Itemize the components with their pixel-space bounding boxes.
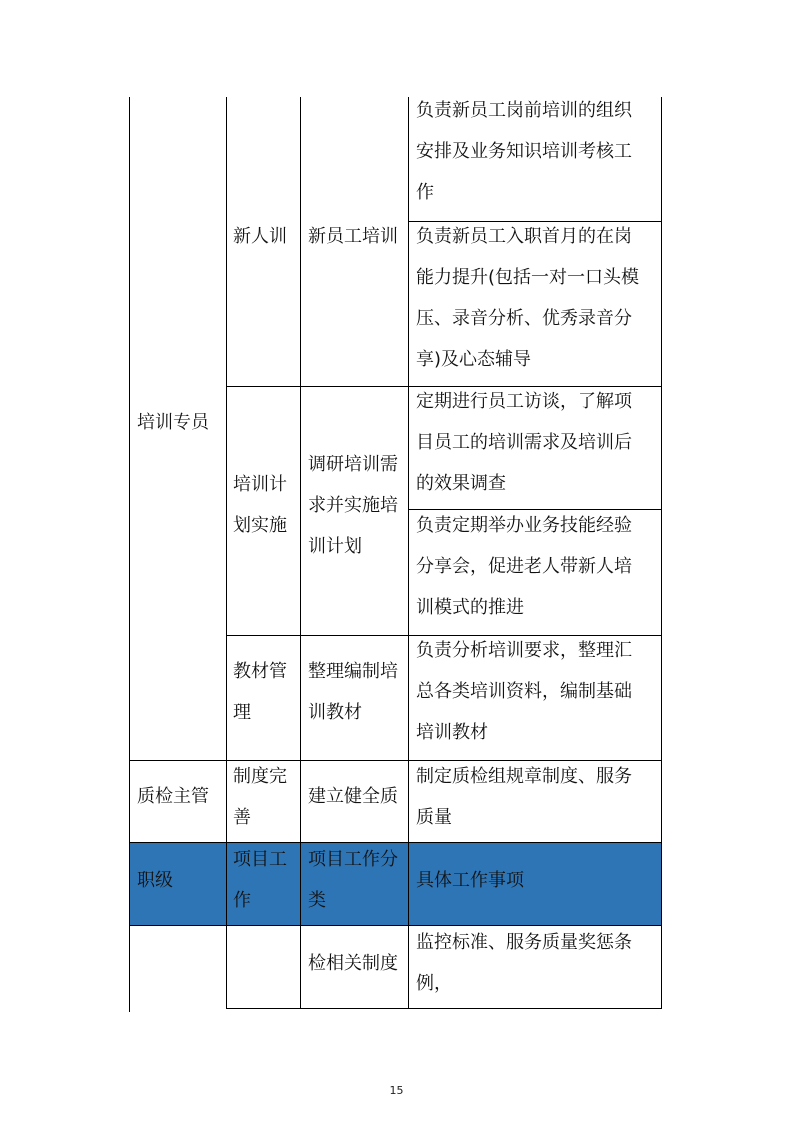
- header-role-text: 职级: [137, 870, 173, 891]
- task-new-hire-2-line-3: 压、录音分析、优秀录音分: [416, 308, 632, 329]
- col-line-3-upper: [408, 97, 409, 843]
- task-new-hire-2: [416, 216, 660, 380]
- header-task-text: 具体工作事项: [416, 870, 524, 891]
- col-line-0-header: [129, 843, 130, 926]
- category-material-line-2: 训教材: [308, 702, 362, 723]
- task-new-hire-2-line-1: 负责新员工入职首月的在岗: [416, 226, 632, 247]
- category-qc: [308, 776, 408, 817]
- category-plan: [308, 444, 408, 567]
- header-project-line-2: 作: [233, 890, 251, 911]
- project-material: [233, 651, 299, 733]
- task-qc: [416, 756, 660, 838]
- project-material-line-1: 教材管: [233, 661, 287, 682]
- task-plan-1-line-2: 目员工的培训需求及培训后: [416, 432, 632, 453]
- task-plan-1-line-3: 的效果调查: [416, 473, 506, 494]
- category-continued-text: 检相关制度: [308, 953, 398, 974]
- task-plan-2-line-2: 分享会，促进老人带新人培: [416, 556, 632, 577]
- page-number: [0, 1084, 793, 1098]
- col-line-1-cont: [226, 926, 227, 1009]
- category-material: [308, 651, 408, 733]
- task-plan-2: [416, 505, 660, 628]
- category-material-line-1: 整理编制培: [308, 661, 398, 682]
- header-task: [416, 860, 660, 901]
- task-plan-1-line-1: 定期进行员工访谈，了解项: [416, 391, 632, 412]
- col-line-2-header: [300, 843, 301, 926]
- category-plan-line-2: 求并实施培: [308, 495, 398, 516]
- col-line-2-upper: [300, 97, 301, 843]
- task-new-hire-2-line-2: 能力提升(包括一对一口头模: [416, 267, 640, 288]
- task-continued-line-2: 例，: [416, 973, 452, 994]
- task-qc-line-2: 质量: [416, 807, 452, 828]
- task-material-line-2: 总各类培训资料，编制基础: [416, 681, 632, 702]
- header-project: [233, 839, 299, 921]
- project-plan-line-1: 培训计: [233, 474, 287, 495]
- task-qc-line-1: 制定质检组规章制度、服务: [416, 766, 632, 787]
- category-plan-line-1: 调研培训需: [308, 454, 398, 475]
- project-qc: [233, 756, 299, 838]
- task-plan-2-line-3: 训模式的推进: [416, 597, 524, 618]
- task-material-line-3: 培训教材: [416, 722, 488, 743]
- task-continued-line-1: 监控标准、服务质量奖惩条: [416, 932, 632, 953]
- task-plan-1: [416, 381, 660, 504]
- category-plan-line-3: 训计划: [308, 536, 362, 557]
- category-new-hire-text: 新员工培训: [308, 226, 398, 247]
- col-line-2-cont: [300, 926, 301, 1009]
- project-qc-line-1: 制度完: [233, 766, 287, 787]
- role-trainer: [137, 402, 225, 443]
- project-new-hire-text: 新人训: [233, 226, 287, 247]
- project-material-line-2: 理: [233, 702, 251, 723]
- header-category-line-2: 类: [308, 890, 326, 911]
- task-new-hire-2-line-4: 享)及心态辅导: [416, 349, 532, 370]
- role-qc-text: 质检主管: [137, 786, 209, 807]
- col-line-4-upper: [661, 97, 662, 843]
- col-line-0-upper: [129, 97, 130, 843]
- project-qc-line-2: 善: [233, 807, 251, 828]
- task-new-hire-1: [416, 90, 660, 213]
- task-continued: [416, 922, 660, 1004]
- role-trainer-text: 培训专员: [137, 412, 209, 433]
- header-category: [308, 839, 408, 921]
- task-new-hire-1-line-3: 作: [416, 182, 434, 203]
- row-line-8: [226, 1008, 662, 1009]
- task-plan-2-line-1: 负责定期举办业务技能经验: [416, 515, 632, 536]
- header-project-line-1: 项目工: [233, 849, 287, 870]
- category-new-hire: [308, 216, 408, 257]
- header-role: [137, 860, 225, 901]
- header-category-line-1: 项目工作分: [308, 849, 398, 870]
- task-new-hire-1-line-1: 负责新员工岗前培训的组织: [416, 100, 632, 121]
- category-continued: [308, 943, 408, 984]
- col-line-4-header: [661, 843, 662, 926]
- col-line-1-header: [226, 843, 227, 926]
- col-line-4-cont: [661, 926, 662, 1009]
- task-new-hire-1-line-2: 安排及业务知识培训考核工: [416, 141, 632, 162]
- col-line-3-cont: [408, 926, 409, 1009]
- task-material: [416, 630, 660, 753]
- page-number-text: 15: [389, 1084, 404, 1097]
- role-qc: [137, 776, 225, 817]
- col-line-0-cont: [129, 926, 130, 1012]
- project-plan-line-2: 划实施: [233, 515, 287, 536]
- project-new-hire: [233, 216, 299, 257]
- col-line-1-upper: [226, 97, 227, 843]
- col-line-3-header: [408, 843, 409, 926]
- task-material-line-1: 负责分析培训要求，整理汇: [416, 640, 632, 661]
- project-plan: [233, 464, 299, 546]
- category-qc-text: 建立健全质: [308, 786, 398, 807]
